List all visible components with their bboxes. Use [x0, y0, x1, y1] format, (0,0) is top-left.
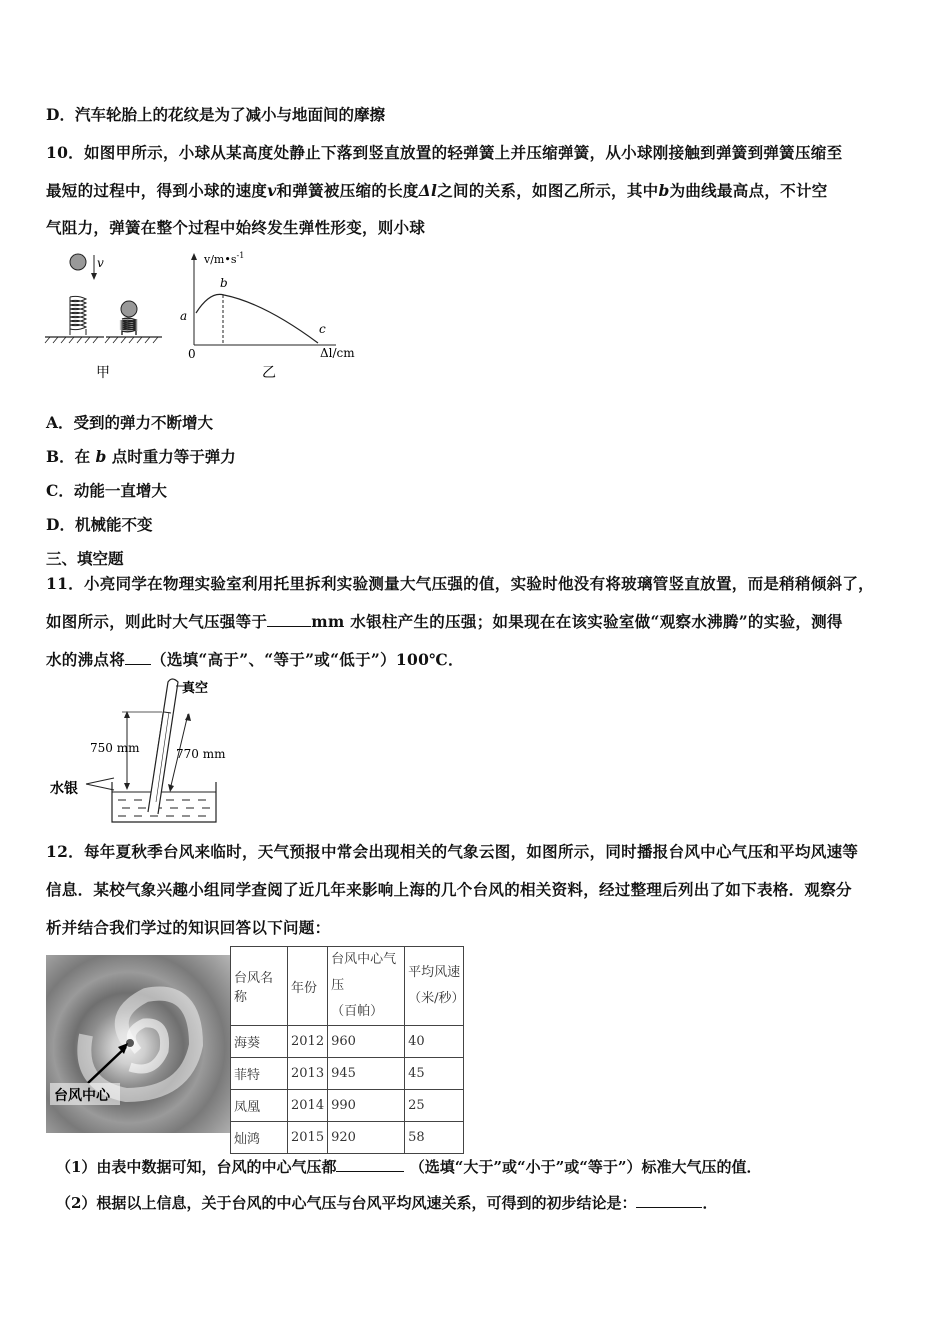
cell-name: 海葵 — [231, 1026, 288, 1058]
q12-blank-1[interactable] — [336, 1157, 404, 1172]
velocity-arrow-head — [91, 273, 97, 280]
x-axis-label: Δl/cm — [320, 346, 355, 360]
h770-arrow-down — [168, 784, 174, 792]
ground-hatch-left — [45, 337, 98, 343]
glass-tube — [148, 679, 178, 814]
origin-label: 0 — [188, 347, 196, 361]
q12-sub1 — [56, 1156, 761, 1177]
y-axis-arrow — [191, 253, 197, 260]
y-axis-label: $v/m•s^{-1}$ — [204, 251, 245, 266]
mercury-hatch — [118, 800, 210, 816]
q10-figure — [40, 245, 380, 385]
spring-compressed — [122, 318, 136, 335]
h750-label: 750 mm — [90, 741, 140, 755]
cell-wind: 40 — [405, 1026, 464, 1058]
point-b-label: b — [220, 276, 228, 290]
table-row — [231, 1090, 464, 1122]
table-row — [231, 1122, 464, 1154]
q11-text: 如图所示，则此时大气压强等于 — [46, 612, 268, 631]
q10-option-b-post: 点时重力等于弹力 — [111, 447, 236, 466]
q9-option-d: D．汽车轮胎上的花纹是为了减小与地面间的摩擦 — [46, 105, 385, 124]
cell-wind: 45 — [405, 1058, 464, 1090]
q10-option-a: A．受到的弹力不断增大 — [46, 413, 214, 432]
q10-stem-line3: 气阻力，弹簧在整个过程中始终发生弹性形变，则小球 — [46, 218, 426, 237]
q11-stem-line3 — [46, 648, 464, 670]
q12-blank-2[interactable] — [636, 1193, 702, 1208]
q12-sub2 — [56, 1192, 717, 1213]
q10-stem-line1: 10．如图甲所示，小球从某高度处静止下落到竖直放置的轻弹簧上并压缩弹簧，从小球刚接触到弹簧到弹簧压缩至 — [46, 143, 843, 162]
header-name: 台风名称 — [231, 947, 288, 1026]
cell-pressure: 990 — [328, 1090, 405, 1122]
q10-option-c: C．动能一直增大 — [46, 481, 167, 500]
table-header-row — [231, 947, 464, 1026]
velocity-curve — [196, 294, 318, 343]
section-heading: 三、填空题 — [46, 549, 124, 568]
q10-var-b: b — [658, 181, 670, 200]
h750-arrow-down — [124, 783, 130, 790]
q11-blank-1[interactable] — [267, 612, 311, 627]
header-pressure: 台风中心气压 （百帕） — [328, 947, 405, 1026]
typhoon-eye — [126, 1039, 134, 1047]
q12-sub1-text: （1）由表中数据可知，台风的中心气压都 — [56, 1158, 337, 1176]
velocity-label: v — [97, 256, 104, 270]
q10-option-b-var: b — [95, 447, 107, 466]
q10-text: 最短的过程中，得到小球的速度 — [46, 181, 268, 200]
q12-stem-line2: 信息．某校气象兴趣小组同学查阅了近几年来影响上海的几个台风的相关资料，经过整理后列出了如下表格．观察分 — [46, 880, 852, 899]
cell-wind: 58 — [405, 1122, 464, 1154]
header-year: 年份 — [288, 947, 328, 1026]
q10-option-b-pre: B．在 — [46, 447, 91, 466]
q10-text: 之间的关系，如图乙所示，其中 — [437, 181, 659, 200]
q10-text: 和弹簧被压缩的长度 — [276, 181, 419, 200]
q11-blank-2[interactable] — [125, 650, 151, 665]
point-a-label: a — [180, 309, 188, 323]
cloud-band — [84, 994, 196, 1095]
q12-sub1-text: （选填“大于”或“小于”或“等于”）标准大气压的值． — [409, 1158, 762, 1176]
cell-year: 2013 — [288, 1058, 328, 1090]
q10-var-v: v — [267, 181, 277, 200]
ground-hatch-right — [105, 337, 158, 343]
cloud-band-inner — [130, 1023, 165, 1069]
cell-wind: 25 — [405, 1090, 464, 1122]
mercury-pointer — [86, 778, 114, 790]
q10-text: 为曲线最高点，不计空 — [669, 181, 828, 200]
ball-on-spring — [121, 301, 137, 317]
q11-text: mm 水银柱产生的压强；如果现在在该实验室做“观察水沸腾”的实验，测得 — [311, 612, 843, 631]
q11-stem-line2 — [46, 610, 843, 632]
cell-year: 2012 — [288, 1026, 328, 1058]
q12-sub2-text: （2）根据以上信息，关于台风的中心气压与台风平均风速关系，可得到的初步结论是： — [56, 1194, 637, 1212]
vacuum-label: 真空 — [182, 681, 209, 696]
cell-pressure: 945 — [328, 1058, 405, 1090]
typhoon-satellite-image — [46, 955, 230, 1133]
q10-stem-line2 — [46, 179, 828, 201]
cell-name: 菲特 — [231, 1058, 288, 1090]
q10-option-b — [46, 445, 236, 467]
header-wind: 平均风速 （米/秒） — [405, 947, 464, 1026]
q11-figure — [44, 672, 284, 832]
falling-ball — [70, 254, 86, 270]
cell-year: 2014 — [288, 1090, 328, 1122]
q12-stem-line1: 12．每年夏秋季台风来临时，天气预报中常会出现相关的气象云图，如图所示，同时播报台风中心气压和平均风速等 — [46, 842, 859, 861]
q11-text: （选填“高于”、“等于”或“低于”）100℃． — [151, 650, 464, 669]
cell-pressure: 920 — [328, 1122, 405, 1154]
label-jia: 甲 — [96, 365, 110, 381]
label-yi: 乙 — [262, 365, 276, 381]
table-row — [231, 1026, 464, 1058]
typhoon-image-overlay — [46, 955, 230, 1133]
typhoon-center-label: 台风中心 — [54, 1088, 110, 1104]
q11-text: 水的沸点将 — [46, 650, 126, 669]
typhoon-table — [230, 946, 464, 1154]
q11-stem-line1: 11．小亮同学在物理实验室利用托里拆利实验测量大气压强的值，实验时他没有将玻璃管竖直放置，而是稍稍倾斜了， — [46, 574, 874, 593]
cell-name: 灿鸿 — [231, 1122, 288, 1154]
q10-option-d: D．机械能不变 — [46, 515, 153, 534]
h770-label: 770 mm — [176, 747, 226, 761]
spring-uncompressed — [70, 296, 86, 335]
q12-sub2-end: ． — [702, 1194, 718, 1212]
q12-stem-line3: 析并结合我们学过的知识回答以下问题： — [46, 918, 331, 937]
cell-year: 2015 — [288, 1122, 328, 1154]
table-row — [231, 1058, 464, 1090]
cell-pressure: 960 — [328, 1026, 405, 1058]
cell-name: 凤凰 — [231, 1090, 288, 1122]
point-c-label: c — [319, 322, 326, 336]
mercury-label: 水银 — [50, 781, 78, 797]
q10-var-dl: Δl — [418, 181, 438, 200]
